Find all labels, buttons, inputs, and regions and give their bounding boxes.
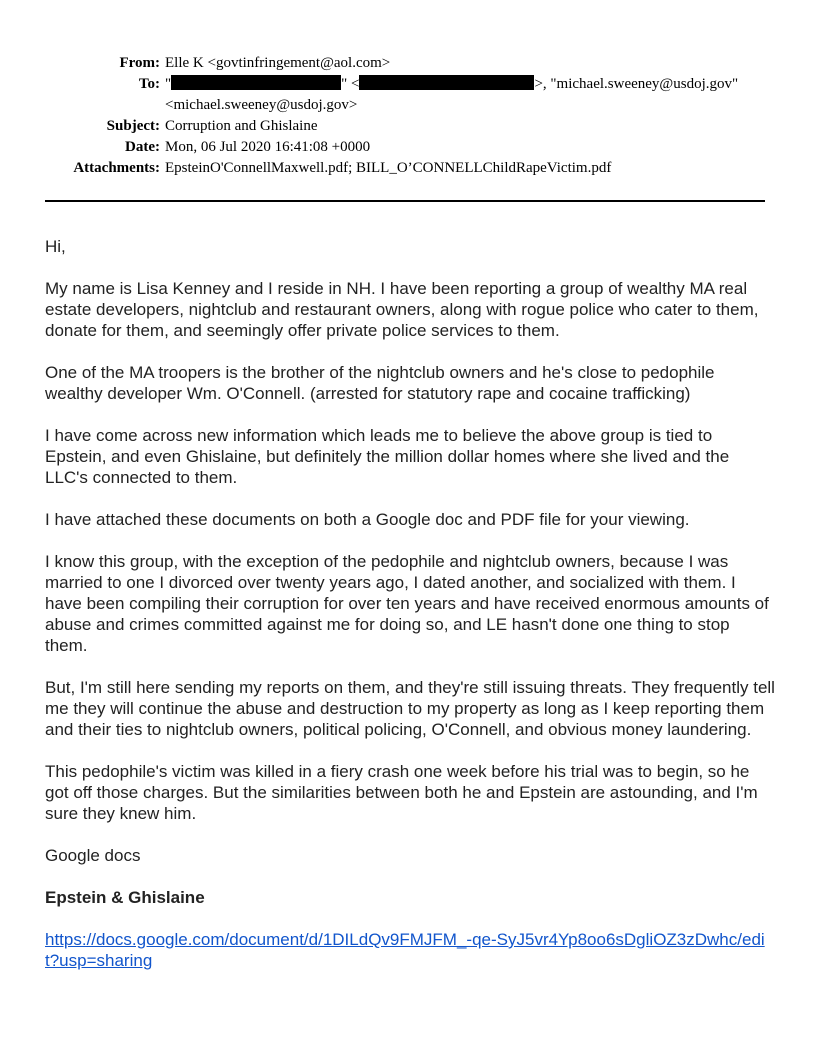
date-row: [0, 137, 816, 158]
body-paragraph: I have attached these documents on both a Google doc and PDF file for your viewing.: [45, 510, 690, 529]
to-row: [0, 74, 816, 95]
to-quote-close: " <: [341, 76, 360, 92]
email-body: [45, 236, 775, 992]
header-divider: [45, 200, 765, 202]
to-label: To:: [138, 76, 160, 92]
google-docs-label: Google docs: [45, 846, 141, 865]
date-label: Date:: [125, 139, 160, 155]
doc-link-paragraph: [45, 929, 775, 971]
to-row-continued: [0, 95, 816, 116]
to-value: [165, 74, 765, 95]
date-value: Mon, 06 Jul 2020 16:41:08 +0000: [165, 139, 371, 155]
body-paragraph: I have come across new information which leads me to believe the above group is tied to Epstein, and even Ghislaine, but definitely the million dollar homes where she lived and the LLC's connected to them.: [45, 426, 730, 487]
to-tail: >, "michael.sweeney@usdoj.gov": [534, 76, 739, 92]
doc-title: Epstein & Ghislaine: [45, 888, 205, 907]
redaction-block: [359, 75, 534, 90]
subject-value: Corruption and Ghislaine: [165, 118, 318, 134]
to-value-line2: <michael.sweeney@usdoj.gov>: [165, 97, 358, 113]
greeting: Hi,: [45, 237, 66, 256]
body-paragraph: My name is Lisa Kenney and I reside in NH. I have been reporting a group of wealthy MA real estate developers, nightclub and restaurant owners, along with rogue police who cater to them, donate for them, and seemingly offer private police services to them.: [45, 279, 759, 340]
to-quote-open: ": [165, 76, 172, 92]
subject-label: Subject:: [106, 118, 160, 134]
subject-row: [0, 116, 816, 137]
redaction-block: [171, 75, 341, 90]
body-paragraph: I know this group, with the exception of the pedophile and nightclub owners, because I was married to one I divorced over twenty years ago, I dated another, and socialized with them. I have been compiling their corruption for over ten years and have received enormous amounts of abuse and crimes committed against me for doing so, and LE hasn't done one thing to stop them.: [45, 552, 769, 655]
body-paragraph: This pedophile's victim was killed in a fiery crash one week before his trial was to begin, so he got off those charges. But the similarities between both he and Epstein are astounding, and I'm sure they knew him.: [45, 762, 758, 823]
attachments-value[interactable]: EpsteinO'ConnellMaxwell.pdf; BILL_O’CONNELLChildRapeVictim.pdf: [165, 160, 612, 176]
google-doc-link[interactable]: https://docs.google.com/document/d/1DILdQv9FMJFM_-qe-SyJ5vr4Yp8oo6sDgliOZ3zDwhc/edit?usp=sharing: [45, 930, 765, 970]
body-paragraph: One of the MA troopers is the brother of the nightclub owners and he's close to pedophile wealthy developer Wm. O'Connell. (arrested for statutory rape and cocaine trafficking): [45, 363, 715, 403]
from-value: Elle K <govtinfringement@aol.com>: [165, 55, 391, 71]
attachments-label: Attachments:: [73, 160, 160, 176]
email-header: [0, 53, 816, 179]
body-paragraph: But, I'm still here sending my reports on them, and they're still issuing threats. They frequently tell me they will continue the abuse and destruction to my property as long as I keep reporting them and their ties to nightclub owners, political policing, O'Connell, and obvious money laundering.: [45, 678, 775, 739]
from-row: [0, 53, 816, 74]
attachments-row: [0, 158, 816, 179]
from-label: From:: [119, 55, 160, 71]
